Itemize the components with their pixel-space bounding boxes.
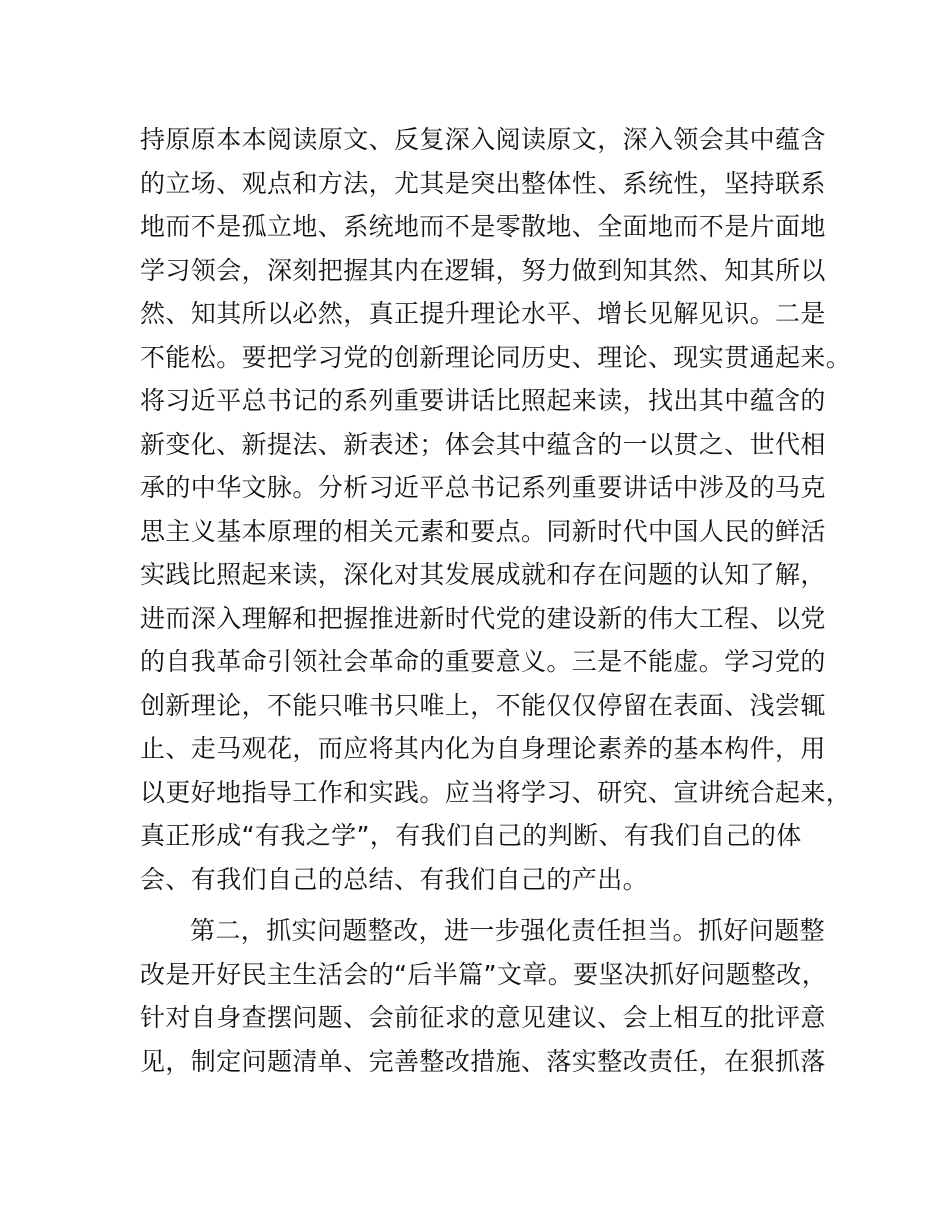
text-line: 不能松。要把学习党的创新理论同历史、理论、现实贯通起来。 xyxy=(140,342,852,372)
text-line: 会、有我们自己的总结、有我们自己的产出。 xyxy=(140,864,649,894)
text-line: 承的中华文脉。分析习近平总书记系列重要讲话中涉及的马克 xyxy=(140,473,826,502)
text-line: 进而深入理解和把握推进新时代党的建设新的伟大工程、以党 xyxy=(140,603,826,633)
text-line: 将习近平总书记的系列重要讲话比照起来读，找出其中蕴含的 xyxy=(140,386,826,415)
text-line: 地而不是孤立地、系统地而不是零散地、全面地而不是片面地 xyxy=(140,212,826,241)
text-line: 实践比照起来读，深化对其发展成就和存在问题的认知了解， xyxy=(140,560,826,589)
text-line: 学习领会，深刻把握其内在逻辑，努力做到知其然、知其所以 xyxy=(140,255,826,285)
text-line: 真正形成“有我之学”，有我们自己的判断、有我们自己的体 xyxy=(140,821,802,850)
paragraph-2 xyxy=(140,909,840,1083)
document-body xyxy=(140,118,852,1083)
text-line: 的立场、观点和方法，尤其是突出整体性、系统性，坚持联系 xyxy=(140,168,826,198)
text-line: 新变化、新提法、新表述；体会其中蕴含的一以贯之、世代相 xyxy=(140,429,826,459)
text-line: 改是开好民主生活会的“后半篇”文章。要坚决抓好问题整改， xyxy=(140,959,828,989)
text-line: 第二，抓实问题整改，进一步强化责任担当。抓好问题整 xyxy=(190,916,826,945)
text-line: 创新理论，不能只唯书只唯上，不能仅仅停留在表面、浅尝辄 xyxy=(140,690,826,720)
text-line: 持原原本本阅读原文、反复深入阅读原文，深入领会其中蕴含 xyxy=(140,125,826,154)
text-line: 以更好地指导工作和实践。应当将学习、研究、宣讲统合起来， xyxy=(140,777,852,807)
paragraph-spacing xyxy=(140,901,840,909)
text-line: 见，制定问题清单、完善整改措施、落实整改责任，在狠抓落 xyxy=(140,1046,826,1076)
text-line: 止、走马观花，而应将其内化为自身理论素养的基本构件，用 xyxy=(140,734,826,763)
text-line: 针对自身查摆问题、会前征求的意见建议、会上相互的批评意 xyxy=(140,1003,826,1032)
text-line: 思主义基本原理的相关元素和要点。同新时代中国人民的鲜活 xyxy=(140,516,826,546)
text-line: 的自我革命引领社会革命的重要意义。三是不能虚。学习党的 xyxy=(140,647,826,676)
paragraph-1 xyxy=(140,118,852,901)
text-line: 然、知其所以必然，真正提升理论水平、增长见解见识。二是 xyxy=(140,299,826,328)
